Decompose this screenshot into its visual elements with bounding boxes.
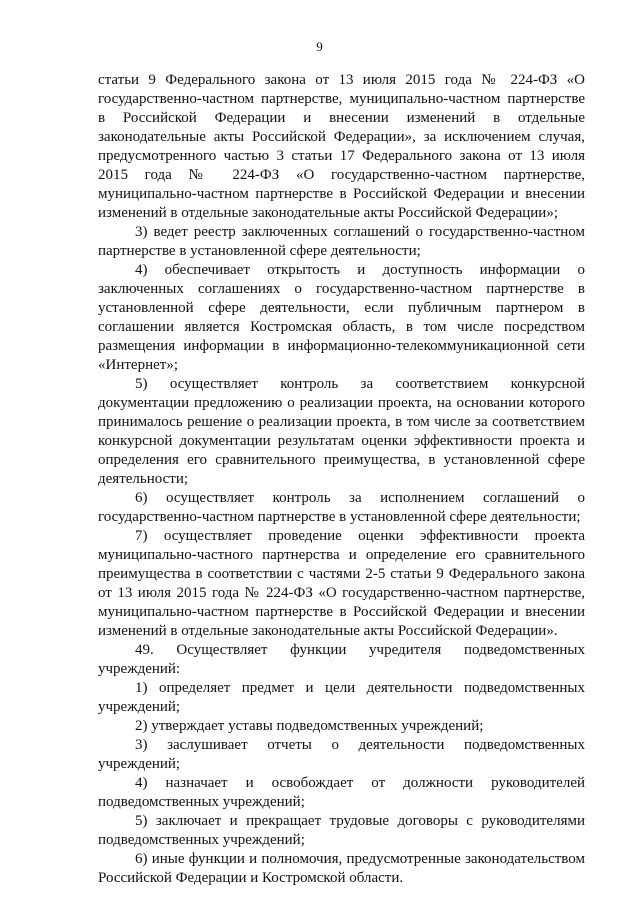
paragraph-sub-3: 3) заслушивает отчеты о деятельности подведомственных учреждений; <box>98 737 585 772</box>
paragraph-item-5: 5) осуществляет контроль за соответствием конкурсной документации предложению о реализации проекта, на основании которого принималось решение о реализации проекта, в том числе за соответствием конкурсной документации результатам оценки эффективности проекта и определения его сравнительного преимущества, в установленной сфере деятельности; <box>98 376 585 487</box>
paragraph-section-49: 49. Осуществляет функции учредителя подведомственных учреждений: <box>98 642 585 677</box>
paragraph-sub-1: 1) определяет предмет и цели деятельности подведомственных учреждений; <box>98 680 585 715</box>
document-text <box>98 71 585 888</box>
paragraph-sub-5: 5) заключает и прекращает трудовые договоры с руководителями подведомственных учреждений; <box>98 813 585 848</box>
paragraph-item-3: 3) ведет реестр заключенных соглашений о государственно-частном партнерстве в установленной сфере деятельности; <box>98 224 585 259</box>
paragraph-item-6: 6) осуществляет контроль за исполнением соглашений о государственно-частном партнерстве в установленной сфере деятельности; <box>98 490 585 525</box>
paragraph-item-7: 7) осуществляет проведение оценки эффективности проекта муниципально-частного партнерства и определение его сравнительного преимущества в соответствии с частями 2-5 статьи 9 Федерального закона от 13 июля 2015 года № 224-ФЗ «О государственно-частном партнерстве, муниципально-частном партнерстве в Российской Федерации и внесении изменений в отдельные законодательные акты Российской Федерации». <box>98 528 585 639</box>
paragraph-sub-6: 6) иные функции и полномочия, предусмотренные законодательством Российской Федерации и Костромской области. <box>98 851 585 886</box>
paragraph-continuation: статьи 9 Федерального закона от 13 июля 2015 года № 224-ФЗ «О государственно-частном партнерстве, муниципально-частном партнерстве в Российской Федерации и внесении изменений в отдельные законодательные акты Российской Федерации», за исключением случая, предусмотренного частью 3 статьи 17 Федерального закона от 13 июля 2015 года № 224-ФЗ «О государственно-частном партнерстве, муниципально-частном партнерстве в Российской Федерации и внесении изменений в отдельные законодательные акты Российской Федерации»; <box>98 72 585 221</box>
paragraph-sub-4: 4) назначает и освобождает от должности руководителей подведомственных учреждений; <box>98 775 585 810</box>
page-number: 9 <box>316 39 323 54</box>
paragraph-sub-2: 2) утверждает уставы подведомственных учреждений; <box>135 718 484 734</box>
paragraph-item-4: 4) обеспечивает открытость и доступность информации о заключенных соглашениях о государственно-частном партнерстве в установленной сфере деятельности, если публичным партнером в соглашении является Костромская область, в том числе посредством размещения информации в информационно-телекоммуникационной сети «Интернет»; <box>98 262 585 373</box>
